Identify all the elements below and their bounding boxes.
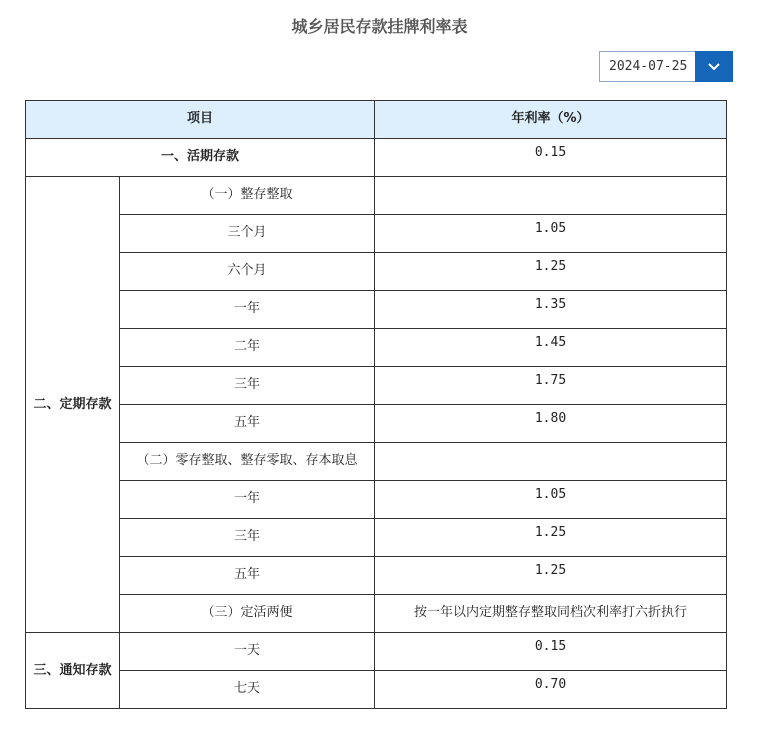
term-cell: 七天 xyxy=(120,671,375,709)
rate-cell: 1.75 xyxy=(375,367,727,405)
table-row xyxy=(26,557,727,595)
rate-cell: 1.25 xyxy=(375,557,727,595)
date-select[interactable] xyxy=(599,51,733,82)
table-row xyxy=(26,139,727,177)
table-row xyxy=(26,177,727,215)
header-rate: 年利率（%） xyxy=(375,101,727,139)
table-row xyxy=(26,405,727,443)
term-cell: 三年 xyxy=(120,519,375,557)
rate-cell: 1.25 xyxy=(375,519,727,557)
notice-label-text: 三、通知存款 xyxy=(33,662,112,678)
demand-label: 一、活期存款 xyxy=(26,139,375,177)
flexible-label: （三）定活两便 xyxy=(120,595,375,633)
rate-cell: 1.25 xyxy=(375,253,727,291)
table-row xyxy=(26,519,727,557)
term-cell: 六个月 xyxy=(120,253,375,291)
term-cell: 五年 xyxy=(120,557,375,595)
term-cell: 一天 xyxy=(120,633,375,671)
table-row xyxy=(26,215,727,253)
date-select-value[interactable]: 2024-07-25 xyxy=(599,51,695,82)
term-cell: 一年 xyxy=(120,291,375,329)
lump-sum-rate-empty xyxy=(375,177,727,215)
term-cell: 二年 xyxy=(120,329,375,367)
chevron-down-icon xyxy=(707,62,721,72)
table-row xyxy=(26,671,727,709)
table-header-row xyxy=(26,101,727,139)
term-cell: 五年 xyxy=(120,405,375,443)
rates-table xyxy=(25,100,727,709)
term-cell: 三个月 xyxy=(120,215,375,253)
rate-cell: 1.35 xyxy=(375,291,727,329)
date-select-button[interactable] xyxy=(695,51,733,82)
table-row xyxy=(26,329,727,367)
page-title: 城乡居民存款挂牌利率表 xyxy=(291,17,468,36)
fixed-label-text: 二、定期存款 xyxy=(33,396,112,412)
header-item: 项目 xyxy=(26,101,375,139)
table-row xyxy=(26,595,727,633)
installment-rate-empty xyxy=(375,443,727,481)
rate-cell: 1.45 xyxy=(375,329,727,367)
rate-cell: 1.05 xyxy=(375,215,727,253)
rate-cell: 0.70 xyxy=(375,671,727,709)
table-row xyxy=(26,481,727,519)
lump-sum-label: （一）整存整取 xyxy=(120,177,375,215)
term-cell: 一年 xyxy=(120,481,375,519)
table-row xyxy=(26,633,727,671)
table-row xyxy=(26,443,727,481)
flexible-rate: 按一年以内定期整存整取同档次利率打六折执行 xyxy=(375,595,727,633)
term-cell: 三年 xyxy=(120,367,375,405)
table-row xyxy=(26,367,727,405)
rate-cell: 1.80 xyxy=(375,405,727,443)
fixed-group-label xyxy=(26,177,120,633)
table-row xyxy=(26,291,727,329)
installment-label: （二）零存整取、整存零取、存本取息 xyxy=(120,443,375,481)
demand-rate: 0.15 xyxy=(375,139,727,177)
rate-cell: 0.15 xyxy=(375,633,727,671)
notice-group-label xyxy=(26,633,120,709)
table-row xyxy=(26,253,727,291)
rate-cell: 1.05 xyxy=(375,481,727,519)
